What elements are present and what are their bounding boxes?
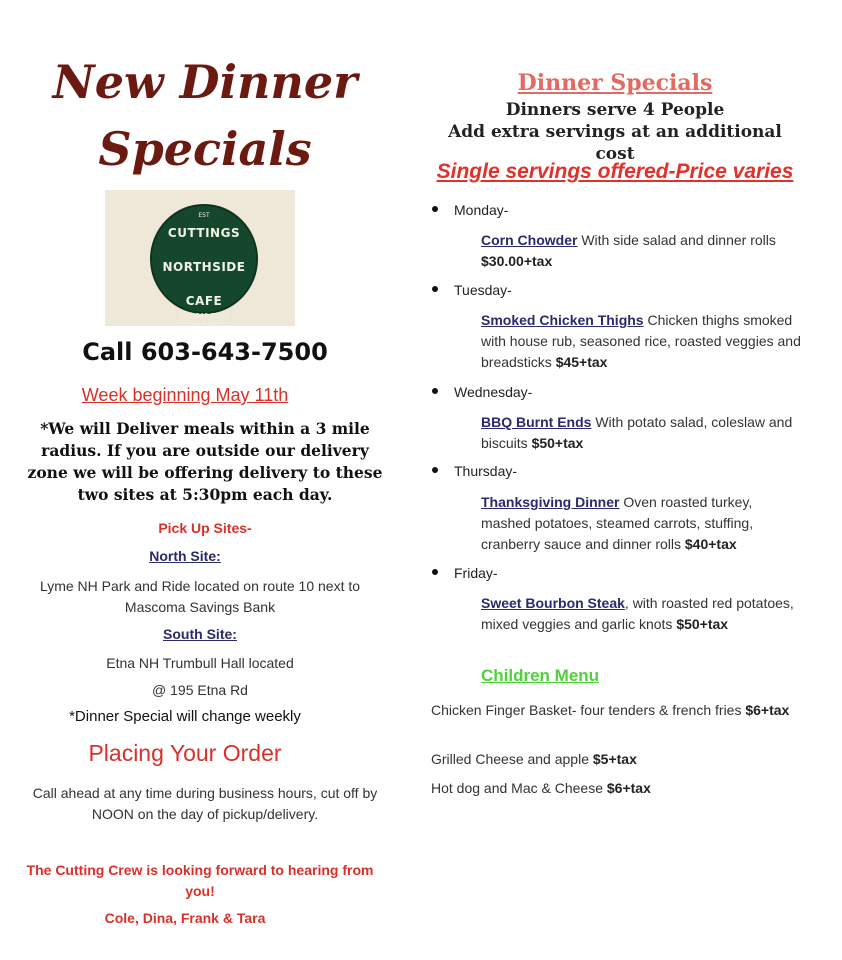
delivery-note: *We will Deliver meals within a 3 mile radius. If you are outside our delivery zone we will be offering delivery to these two sites at 5:30pm each day. [27, 419, 383, 504]
monday-special [481, 230, 801, 272]
dish-price: $50+tax [531, 435, 584, 451]
thursday-special [481, 492, 801, 555]
tuesday-special [481, 310, 801, 373]
crew-note: The Cutting Crew is looking forward to hearing from you! [26, 862, 374, 899]
single-servings-note: Single servings offered-Price varies [436, 160, 794, 183]
kids-item-2 [431, 749, 801, 770]
friday-special [481, 593, 801, 635]
logo-line-2: NORTHSIDE [162, 260, 246, 274]
dish-price: $30.00+tax [481, 253, 553, 269]
dish-desc: With side salad and dinner rolls [577, 232, 776, 248]
bullet-dot [432, 286, 438, 292]
kids-item-price: $6+tax [745, 702, 790, 718]
kids-item-price: $6+tax [606, 780, 651, 796]
dish-desc: With potato salad, coleslaw and biscuits [481, 414, 793, 451]
phone-number: Call 603-643-7500 [82, 338, 328, 366]
day-label: Monday- [454, 202, 509, 218]
south-site-label: South Site: [163, 626, 237, 642]
logo-top-text: EST [198, 212, 210, 219]
south-site-line-2: @ 195 Etna Rd [152, 682, 248, 698]
north-site-label: North Site: [149, 548, 221, 564]
day-label: Thursday- [454, 463, 518, 479]
day-label: Friday- [454, 565, 498, 581]
change-note: *Dinner Special will change weekly [69, 708, 301, 725]
day-label: Wednesday- [454, 384, 533, 400]
kids-item-3 [431, 778, 801, 799]
kids-item-1 [431, 700, 801, 721]
day-friday [432, 565, 498, 581]
day-label: Tuesday- [454, 282, 512, 298]
kids-item-text: Grilled Cheese and apple [431, 751, 593, 767]
bullet-dot [432, 467, 438, 473]
logo-tagline: Sit Down or Take Out [177, 322, 231, 328]
dish-desc: , with roasted red potatoes, mixed veggies and garlic knots [481, 595, 794, 632]
serves-line-1: Dinners serve 4 People [505, 100, 725, 120]
dish-name: Smoked Chicken Thighs [481, 312, 644, 328]
logo-phone: 603-643-7500 [179, 312, 229, 320]
dish-price: $40+tax [684, 536, 737, 552]
cafe-logo [105, 190, 295, 326]
day-tuesday [432, 282, 512, 298]
kids-item-text: Chicken Finger Basket- four tenders & french fries [431, 702, 746, 718]
wednesday-special [481, 412, 801, 454]
dish-name: Thanksgiving Dinner [481, 494, 620, 510]
dish-name: BBQ Burnt Ends [481, 414, 592, 430]
dish-desc: Oven roasted turkey, mashed potatoes, steamed carrots, stuffing, cranberry sauce and dinner rolls [481, 494, 754, 552]
bullet-dot [432, 569, 438, 575]
placing-order-heading: Placing Your Order [88, 740, 282, 766]
logo-line-1: CUTTINGS [167, 226, 241, 240]
dish-price: $45+tax [555, 354, 608, 370]
title-line-2: Specials [98, 122, 312, 176]
bullet-dot [432, 206, 438, 212]
kids-item-text: Hot dog and Mac & Cheese [431, 780, 607, 796]
south-site-heading [20, 626, 380, 644]
dinner-specials-title: Dinner Specials [517, 70, 713, 96]
dish-price: $50+tax [676, 616, 729, 632]
week-beginning: Week beginning May 11th [81, 385, 289, 405]
dish-name: Corn Chowder [481, 232, 578, 248]
crew-names: Cole, Dina, Frank & Tara [104, 910, 266, 926]
dish-desc: Chicken thighs smoked with house rub, seasoned rice, roasted veggies and breadsticks [481, 312, 801, 370]
day-thursday [432, 463, 517, 479]
bullet-dot [432, 388, 438, 394]
logo-oval [150, 204, 258, 328]
north-site-heading [20, 548, 350, 566]
children-menu-heading: Children Menu [481, 666, 600, 685]
south-site-line-1: Etna NH Trumbull Hall located [106, 655, 294, 671]
serves-note [430, 99, 800, 165]
pickup-heading: Pick Up Sites- [158, 520, 252, 536]
call-ahead-text: Call ahead at any time during business hours, cut off by NOON on the day of pickup/delivery. [32, 785, 378, 822]
title-line-1: New Dinner [52, 55, 358, 109]
day-wednesday [432, 384, 532, 400]
north-site-text: Lyme NH Park and Ride located on route 10 next to Mascoma Savings Bank [39, 578, 361, 615]
kids-item-price: $5+tax [592, 751, 637, 767]
day-monday [432, 202, 508, 218]
logo-line-3: CAFE [185, 294, 223, 308]
dish-name: Sweet Bourbon Steak [481, 595, 625, 611]
serves-line-2: Add extra servings at an additional cost [448, 122, 782, 164]
